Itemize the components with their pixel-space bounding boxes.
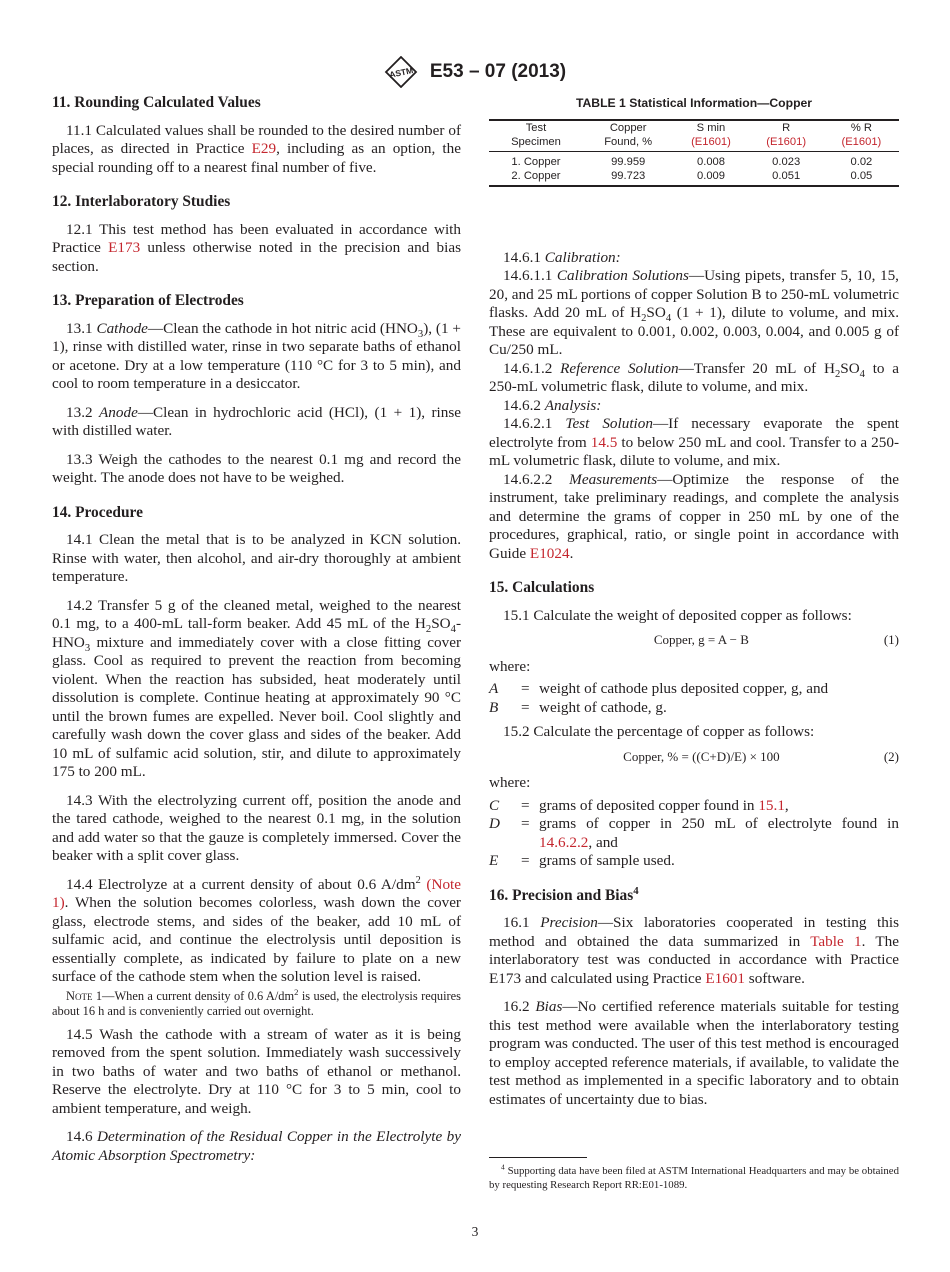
para-14-4: 14.4 Electrolyze at a current density of about 0.6 $A/dm^2$ (Note 1). When the solution becomes colorless, wash down the cover glass, electrode stems, and sides of the beaker, add 10 mL of sulfamic acid, and continue the electrolysis until deposition is essentially complete, as indicated by failure to plate on a new surface of the cathode stem when the solution level is raised. — [52, 874, 462, 985]
para-13-1: 13.1 Cathode—Clean the cathode in hot nitric acid $(HNO_3)$, (1 + 1), rinse with distilled water, rinse in two separate baths of ethanol or acetone. Dry at a low temperature (110 °C for 3 to 5 min), and cool to room temperature in a desiccator. — [52, 319, 462, 392]
definition-b: B = weight of cathode, g. — [489, 698, 667, 716]
table-header: Specimen — [489, 135, 583, 152]
table-header: S min — [673, 120, 748, 135]
link-note-1[interactable]: (Note 1) — [52, 875, 462, 911]
table-cell: 0.02 — [850, 155, 873, 168]
table-cell: 0.05 — [824, 169, 899, 186]
table-cell: 2. Copper — [489, 169, 583, 186]
table-cell: 1. Copper — [511, 155, 561, 168]
para-15-2: 15.2 Calculate the percentage of copper as follows: — [503, 723, 815, 740]
para-13-2: 13.2 Anode—Clean in hydrochloric acid (HCl), (1 + 1), rinse with distilled water. — [52, 403, 461, 439]
table-header: Copper — [583, 120, 673, 135]
table-header: Test — [489, 120, 583, 135]
document-code: E53 – 07 (2013) — [429, 61, 567, 82]
link-14-6-2-2[interactable]: 14.6.2.2 — [539, 833, 589, 851]
para-15-1: 15.1 Calculate the weight of deposited copper as follows: — [503, 606, 852, 624]
table-cell: 99.959 — [611, 155, 646, 168]
table-header-link-e1601[interactable]: (E1601) — [673, 135, 748, 152]
table-cell: 0.009 — [673, 169, 748, 186]
para-14-5: 14.5 Wash the cathode with a stream of water as it is being removed from the spent solution. Immediately wash successively in two baths of water and two baths of ethanol or methanol. Reserve the electrolyte. Dry at 110 °C for 3 to 5 min, cool to ambient temperature, and weigh. — [52, 1025, 461, 1117]
right-column — [489, 94, 899, 1192]
link-e1024[interactable]: E1024 — [529, 544, 570, 562]
link-e29[interactable]: E29 — [251, 140, 277, 157]
equation-2: Copper, % = ((C+D)/E) × 100 (2) — [623, 748, 899, 764]
section-12-heading: 12. Interlaboratory Studies — [52, 193, 231, 210]
link-15-1[interactable]: 15.1 — [758, 796, 785, 814]
para-12-1: 12.1 This test method has been evaluated in accordance with Practice E173 unless otherwise noted in the precision and bias section. — [52, 220, 461, 275]
where-label: where: — [489, 657, 531, 675]
table-1 — [489, 119, 899, 187]
table-cell: 0.008 — [696, 155, 725, 168]
para-14-6-2: 14.6.2 Analysis: — [503, 396, 602, 414]
footnote-divider — [489, 1157, 587, 1158]
astm-logo-text: ASTM — [388, 65, 414, 80]
footnote-4: $^4$ Supporting data have been filed at ASTM International Headquarters and may be obtained by requesting Research Report RR:E01-1089. — [489, 1162, 899, 1191]
section-16-heading: 16. Precision and Bias$^4$ — [489, 884, 639, 904]
table-header-link-e1601[interactable]: (E1601) — [824, 135, 899, 152]
para-14-1: 14.1 Clean the metal that is to be analyzed in KCN solution. Rinse with water, then alcohol, and air-dry thoroughly at ambient temperature. — [52, 531, 461, 585]
link-e1601[interactable]: E1601 — [705, 969, 745, 987]
table-cell: 99.723 — [583, 169, 673, 186]
equation-1: Copper, g = A − B (1) — [653, 632, 899, 647]
left-column — [52, 94, 461, 1165]
para-16-1: 16.1 Precision—Six laboratories cooperated in testing this method and obtained the data summarized in Table 1. The interlaboratory test was conducted in accordance with Practice E173 and calculated using Practice E1601 software. — [489, 914, 899, 987]
para-11-1: 11.1 Calculated values shall be rounded to the desired number of places, as directed in Practice E29, including as an option, the special rounding off to a nearest final number of five. — [52, 121, 461, 176]
link-table-1[interactable]: Table 1 — [810, 932, 862, 950]
para-14-6-2-1: 14.6.2.1 Test Solution—If necessary evaporate the spent electrolyte from 14.5 to below 250 mL and cool. Transfer to a 250-mL volumetric flask, dilute to volume, and mix. — [489, 415, 900, 469]
table-cell: 0.051 — [749, 169, 824, 186]
para-16-2: 16.2 Bias—No certified reference materials suitable for testing this test method were available when the interlaboratory testing program was conducted. The user of this test method is encouraged to employ accepted reference materials, if available, to validate the test method as implemented in a specific laboratory and to obtain estimates of uncertainty due to bias. — [489, 998, 900, 1108]
para-14-6-1-1: 14.6.1.1 Calibration Solutions—Using pipets, transfer 5, 10, 15, 20, and 25 mL portions of copper Solution B to 250-mL volumetric flasks. Add 20 mL of $H_2SO_4$ (1 + 1), dilute to volume, and mix. These are equivalent to 0.001, 0.002, 0.003, 0.004, and 0.005 g of Cu/250 mL. — [489, 267, 899, 358]
section-13-heading: 13. Preparation of Electrodes — [52, 292, 244, 309]
astm-logo-icon — [384, 56, 418, 88]
link-e173[interactable]: E173 — [108, 239, 141, 256]
section-14-heading: 14. Procedure — [52, 503, 143, 521]
para-14-6-2-2: 14.6.2.2 Measurements—Optimize the response of the instrument, take preliminary readings, and complete the analysis and determine the grams of copper in 250 mL by one of the procedures, graphical, ratio, or single point in accordance with Guide E1024. — [489, 470, 900, 562]
link-14-5[interactable]: 14.5 — [590, 433, 618, 451]
definitions-2 — [489, 797, 899, 871]
table-cell: 0.023 — [772, 155, 801, 168]
table-header: R — [749, 120, 824, 135]
para-14-6: 14.6 Determination of the Residual Copper in the Electrolyte by Atomic Absorption Spectrometry: — [52, 1128, 462, 1164]
definition-a: A = weight of cathode plus deposited copper, g, and — [489, 680, 829, 697]
definitions-1 — [489, 680, 899, 717]
para-14-3: 14.3 With the electrolyzing current off, position the anode and the tared cathode, weighed to the nearest 0.1 mg, in the solution and add water so that the gauze is completely immersed. Cover the beaker with a split cover glass. — [52, 791, 461, 864]
definition-c: C = grams of deposited copper found in 15.1, — [489, 796, 789, 814]
section-11-heading: 11. Rounding Calculated Values — [52, 94, 261, 111]
definition-e: E = grams of sample used. — [489, 852, 675, 869]
page-number: 3 — [471, 1224, 479, 1239]
where-label: where: — [489, 774, 531, 791]
para-13-3: 13.3 Weigh the cathodes to the nearest 0.1 mg and record the weight. The anode does not have to be weighed. — [52, 450, 461, 486]
table-header-link-e1601[interactable]: (E1601) — [749, 135, 824, 152]
section-15-heading: 15. Calculations — [489, 579, 595, 596]
definition-d: D = grams of copper in 250 mL of electrolyte found in 14.6.2.2, and — [489, 815, 899, 851]
note-1: Note 1—When a current density of 0.6 $A/dm^2$ is used, the electrolysis requires about 16 h and is conveniently carried out overnight. — [52, 986, 461, 1018]
page-header — [0, 56, 950, 88]
para-14-6-1-2: 14.6.1.2 Reference Solution—Transfer 20 mL of $H_2SO_4$ to a 250-mL volumetric flask, dilute to volume, and mix. — [489, 359, 899, 395]
table-header: % R — [824, 120, 899, 135]
table-row — [489, 151, 899, 169]
table-row — [489, 169, 899, 186]
table-header: Found, % — [583, 135, 673, 152]
para-14-2: 14.2 Transfer 5 g of the cleaned metal, weighed to the nearest 0.1 mg, to a 400-mL tall-form beaker. Add 45 mL of the $H_2SO_4-HNO_3$ mixture and immediately cover with a close fitting cover glass. Cool as required to prevent the reaction from becoming violent. When the reaction has subsided, heat moderately until dissolution is complete. Continue heating at approximately 90 °C until the brown fumes are expelled. Never boil. Cool slightly and carefully wash down the cover glass and sides of the beaker. Add 10 mL of sulfamic acid solution, stir, and dilute to approximately 175 to 200 mL. — [52, 596, 461, 780]
para-14-6-1: 14.6.1 Calibration: — [503, 248, 621, 266]
table-1-title: TABLE 1 Statistical Information—Copper — [575, 96, 813, 110]
